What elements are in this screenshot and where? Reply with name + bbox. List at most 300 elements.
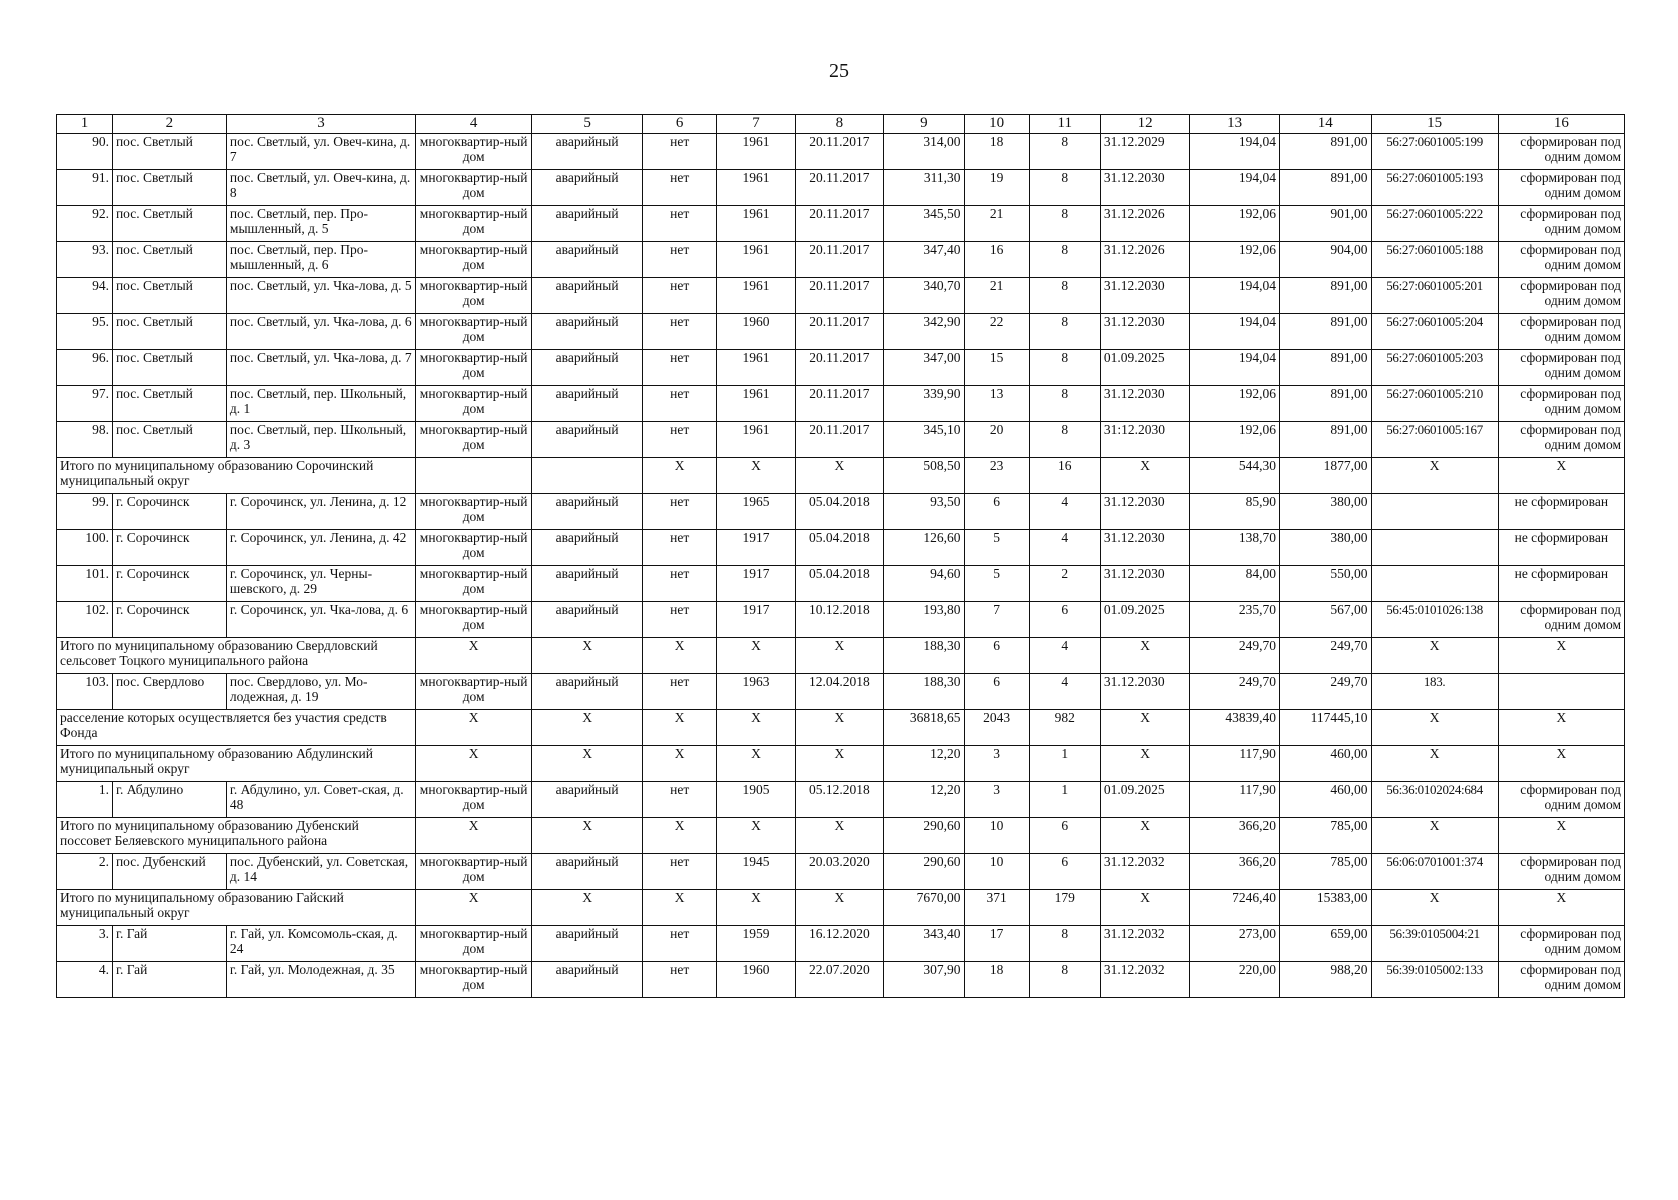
table-row	[57, 530, 1625, 566]
residents-cell: 6	[964, 494, 1029, 530]
apartments-cell: 8	[1029, 134, 1100, 170]
residents-cell: 18	[964, 962, 1029, 998]
land-plot-status-cell	[1498, 674, 1624, 710]
cadastral-number-cell: 56:27:0601005:210	[1371, 386, 1498, 422]
total-label-cell: Итого по муниципальному образованию Абдулинский муниципальный округ	[57, 746, 416, 782]
cost-total-cell: 15383,00	[1279, 890, 1371, 926]
area-cell: 347,00	[884, 350, 964, 386]
year-built-cell: 1960	[717, 962, 795, 998]
relocated-area-cell: 220,00	[1190, 962, 1280, 998]
condition-cell: аварийный	[532, 242, 643, 278]
row-number-cell: 2.	[57, 854, 113, 890]
relocation-date-total-cell: X	[1100, 818, 1190, 854]
residents-cell: 17	[964, 926, 1029, 962]
cost-cell: 891,00	[1279, 170, 1371, 206]
column-number-14: 14	[1279, 115, 1371, 134]
apartments-cell: 8	[1029, 242, 1100, 278]
year-built-total-cell: X	[717, 638, 795, 674]
year-built-cell: 1960	[717, 314, 795, 350]
table-row	[57, 422, 1625, 458]
cadastral-number-cell: 56:27:0601005:193	[1371, 170, 1498, 206]
recognition-date-cell: 05.12.2018	[795, 782, 884, 818]
area-cell: 345,10	[884, 422, 964, 458]
address-cell: г. Абдулино, ул. Совет-ская, д. 48	[226, 782, 415, 818]
condition-total-cell: X	[532, 710, 643, 746]
table-row	[57, 926, 1625, 962]
year-built-cell: 1961	[717, 278, 795, 314]
residents-cell: 16	[964, 242, 1029, 278]
building-type-cell: многоквартир-ный дом	[416, 422, 532, 458]
building-type-total-cell: X	[416, 890, 532, 926]
cadastral-number-cell: 183.	[1371, 674, 1498, 710]
cost-cell: 891,00	[1279, 278, 1371, 314]
recognition-date-cell: 20.11.2017	[795, 278, 884, 314]
land-plot-status-total-cell: X	[1498, 890, 1624, 926]
relocation-date-total-cell: X	[1100, 710, 1190, 746]
condition-total-cell: X	[532, 746, 643, 782]
area-cell: 347,40	[884, 242, 964, 278]
apartments-cell: 8	[1029, 962, 1100, 998]
building-type-total-cell: X	[416, 638, 532, 674]
recognition-date-cell: 05.04.2018	[795, 530, 884, 566]
table-row	[57, 206, 1625, 242]
building-type-cell: многоквартир-ный дом	[416, 386, 532, 422]
cadastral-number-cell: 56:27:0601005:167	[1371, 422, 1498, 458]
relocation-date-cell: 31.12.2030	[1100, 674, 1190, 710]
address-cell: г. Гай, ул. Молодежная, д. 35	[226, 962, 415, 998]
year-built-cell: 1961	[717, 422, 795, 458]
row-number-cell: 95.	[57, 314, 113, 350]
relocation-date-cell: 31.12.2032	[1100, 926, 1190, 962]
cost-cell: 460,00	[1279, 782, 1371, 818]
page-number: 25	[829, 60, 849, 82]
cadastral-number-cell: 56:36:0102024:684	[1371, 782, 1498, 818]
settlement-cell: пос. Дубенский	[112, 854, 226, 890]
total-row	[57, 710, 1625, 746]
building-type-total-cell	[416, 458, 532, 494]
relocation-date-cell: 31.12.2026	[1100, 206, 1190, 242]
recognition-date-cell: 05.04.2018	[795, 494, 884, 530]
address-cell: пос. Светлый, ул. Чка-лова, д. 6	[226, 314, 415, 350]
relocated-area-total-cell: 43839,40	[1190, 710, 1280, 746]
year-built-cell: 1959	[717, 926, 795, 962]
status-cell: нет	[643, 422, 717, 458]
building-type-cell: многоквартир-ный дом	[416, 494, 532, 530]
relocation-date-total-cell: X	[1100, 746, 1190, 782]
residents-total-cell: 6	[964, 638, 1029, 674]
relocation-date-cell: 31.12.2032	[1100, 962, 1190, 998]
area-cell: 12,20	[884, 782, 964, 818]
address-cell: г. Сорочинск, ул. Черны-шевского, д. 29	[226, 566, 415, 602]
apartments-total-cell: 4	[1029, 638, 1100, 674]
address-cell: пос. Светлый, ул. Чка-лова, д. 5	[226, 278, 415, 314]
cost-total-cell: 785,00	[1279, 818, 1371, 854]
status-cell: нет	[643, 674, 717, 710]
land-plot-status-total-cell: X	[1498, 746, 1624, 782]
status-total-cell: X	[643, 710, 717, 746]
cadastral-number-cell: 56:27:0601005:204	[1371, 314, 1498, 350]
relocation-date-cell: 31.12.2030	[1100, 170, 1190, 206]
address-cell: пос. Светлый, ул. Овеч-кина, д. 7	[226, 134, 415, 170]
year-built-cell: 1961	[717, 386, 795, 422]
residents-cell: 22	[964, 314, 1029, 350]
building-type-total-cell: X	[416, 710, 532, 746]
year-built-cell: 1965	[717, 494, 795, 530]
row-number-cell: 93.	[57, 242, 113, 278]
column-number-6: 6	[643, 115, 717, 134]
apartments-cell: 8	[1029, 386, 1100, 422]
land-plot-status-cell: сформирован под одним домом	[1498, 854, 1624, 890]
recognition-date-cell: 20.11.2017	[795, 170, 884, 206]
table-row	[57, 566, 1625, 602]
year-built-cell: 1961	[717, 206, 795, 242]
row-number-cell: 101.	[57, 566, 113, 602]
residents-cell: 6	[964, 674, 1029, 710]
cadastral-number-cell: 56:27:0601005:188	[1371, 242, 1498, 278]
year-built-cell: 1917	[717, 530, 795, 566]
column-number-15: 15	[1371, 115, 1498, 134]
land-plot-status-cell: сформирован под одним домом	[1498, 962, 1624, 998]
relocation-date-total-cell: X	[1100, 890, 1190, 926]
land-plot-status-cell: сформирован под одним домом	[1498, 134, 1624, 170]
relocated-area-cell: 273,00	[1190, 926, 1280, 962]
condition-cell: аварийный	[532, 962, 643, 998]
cadastral-number-cell: 56:39:0105004:21	[1371, 926, 1498, 962]
area-total-cell: 12,20	[884, 746, 964, 782]
status-cell: нет	[643, 782, 717, 818]
apartments-total-cell: 1	[1029, 746, 1100, 782]
settlement-cell: г. Сорочинск	[112, 530, 226, 566]
year-built-total-cell: X	[717, 458, 795, 494]
year-built-cell: 1961	[717, 242, 795, 278]
apartments-cell: 8	[1029, 278, 1100, 314]
column-number-8: 8	[795, 115, 884, 134]
apartments-cell: 6	[1029, 602, 1100, 638]
year-built-total-cell: X	[717, 746, 795, 782]
apartments-cell: 6	[1029, 854, 1100, 890]
column-number-2: 2	[112, 115, 226, 134]
table-row	[57, 854, 1625, 890]
cost-cell: 891,00	[1279, 386, 1371, 422]
recognition-date-cell: 12.04.2018	[795, 674, 884, 710]
cadastral-number-total-cell: X	[1371, 890, 1498, 926]
column-number-1: 1	[57, 115, 113, 134]
land-plot-status-total-cell: X	[1498, 818, 1624, 854]
row-number-cell: 94.	[57, 278, 113, 314]
relocation-date-cell: 31.12.2030	[1100, 386, 1190, 422]
relocated-area-cell: 194,04	[1190, 350, 1280, 386]
apartments-cell: 1	[1029, 782, 1100, 818]
land-plot-status-total-cell: X	[1498, 710, 1624, 746]
recognition-date-cell: 20.11.2017	[795, 350, 884, 386]
column-number-7: 7	[717, 115, 795, 134]
building-type-cell: многоквартир-ный дом	[416, 674, 532, 710]
status-cell: нет	[643, 278, 717, 314]
apartments-cell: 8	[1029, 314, 1100, 350]
total-label-cell: Итого по муниципальному образованию Дубенский поссовет Беляевского муниципального района	[57, 818, 416, 854]
recognition-date-cell: 16.12.2020	[795, 926, 884, 962]
building-type-cell: многоквартир-ный дом	[416, 782, 532, 818]
relocation-date-cell: 31.12.2030	[1100, 494, 1190, 530]
residents-total-cell: 10	[964, 818, 1029, 854]
building-type-cell: многоквартир-ный дом	[416, 278, 532, 314]
recognition-date-cell: 20.11.2017	[795, 314, 884, 350]
table-row	[57, 350, 1625, 386]
cost-total-cell: 117445,10	[1279, 710, 1371, 746]
relocated-area-cell: 194,04	[1190, 134, 1280, 170]
address-cell: г. Сорочинск, ул. Чка-лова, д. 6	[226, 602, 415, 638]
recognition-date-cell: 20.11.2017	[795, 386, 884, 422]
area-cell: 188,30	[884, 674, 964, 710]
land-plot-status-cell: не сформирован	[1498, 494, 1624, 530]
column-number-16: 16	[1498, 115, 1624, 134]
address-cell: пос. Светлый, пер. Школьный, д. 3	[226, 422, 415, 458]
recognition-date-cell: 20.11.2017	[795, 134, 884, 170]
settlement-cell: г. Сорочинск	[112, 602, 226, 638]
relocated-area-cell: 192,06	[1190, 422, 1280, 458]
condition-cell: аварийный	[532, 602, 643, 638]
cost-cell: 904,00	[1279, 242, 1371, 278]
land-plot-status-cell: не сформирован	[1498, 566, 1624, 602]
recognition-date-cell: 05.04.2018	[795, 566, 884, 602]
building-type-total-cell: X	[416, 746, 532, 782]
address-cell: пос. Свердлово, ул. Мо-лодежная, д. 19	[226, 674, 415, 710]
status-total-cell: X	[643, 746, 717, 782]
settlement-cell: г. Гай	[112, 926, 226, 962]
row-number-cell: 99.	[57, 494, 113, 530]
residents-cell: 21	[964, 278, 1029, 314]
table-body	[57, 115, 1625, 998]
building-type-cell: многоквартир-ный дом	[416, 242, 532, 278]
condition-cell: аварийный	[532, 494, 643, 530]
relocation-date-total-cell: X	[1100, 458, 1190, 494]
total-row	[57, 818, 1625, 854]
status-cell: нет	[643, 494, 717, 530]
residents-total-cell: 23	[964, 458, 1029, 494]
relocation-date-cell: 31.12.2026	[1100, 242, 1190, 278]
apartments-cell: 4	[1029, 530, 1100, 566]
relocation-date-cell: 31.12.2030	[1100, 566, 1190, 602]
cadastral-number-total-cell: X	[1371, 710, 1498, 746]
land-plot-status-total-cell: X	[1498, 458, 1624, 494]
relocated-area-total-cell: 249,70	[1190, 638, 1280, 674]
apartments-total-cell: 16	[1029, 458, 1100, 494]
residents-cell: 5	[964, 530, 1029, 566]
building-type-cell: многоквартир-ный дом	[416, 602, 532, 638]
cost-cell: 891,00	[1279, 350, 1371, 386]
condition-total-cell	[532, 458, 643, 494]
recognition-date-cell: 22.07.2020	[795, 962, 884, 998]
cost-cell: 550,00	[1279, 566, 1371, 602]
area-cell: 314,00	[884, 134, 964, 170]
building-type-cell: многоквартир-ный дом	[416, 926, 532, 962]
status-total-cell: X	[643, 458, 717, 494]
cost-total-cell: 460,00	[1279, 746, 1371, 782]
land-plot-status-cell: сформирован под одним домом	[1498, 422, 1624, 458]
table-row	[57, 602, 1625, 638]
column-number-12: 12	[1100, 115, 1190, 134]
relocated-area-total-cell: 366,20	[1190, 818, 1280, 854]
status-cell: нет	[643, 854, 717, 890]
relocated-area-cell: 117,90	[1190, 782, 1280, 818]
recognition-date-total-cell: X	[795, 818, 884, 854]
residents-cell: 3	[964, 782, 1029, 818]
table-row	[57, 314, 1625, 350]
table-row	[57, 962, 1625, 998]
apartments-cell: 8	[1029, 170, 1100, 206]
settlement-cell: пос. Свердлово	[112, 674, 226, 710]
address-cell: г. Сорочинск, ул. Ленина, д. 42	[226, 530, 415, 566]
status-cell: нет	[643, 386, 717, 422]
settlement-cell: пос. Светлый	[112, 314, 226, 350]
address-cell: пос. Светлый, пер. Про-мышленный, д. 6	[226, 242, 415, 278]
address-cell: пос. Светлый, ул. Чка-лова, д. 7	[226, 350, 415, 386]
status-cell: нет	[643, 530, 717, 566]
recognition-date-total-cell: X	[795, 458, 884, 494]
condition-cell: аварийный	[532, 170, 643, 206]
column-number-3: 3	[226, 115, 415, 134]
cost-cell: 567,00	[1279, 602, 1371, 638]
building-type-cell: многоквартир-ный дом	[416, 530, 532, 566]
relocation-date-cell: 31.12.2030	[1100, 530, 1190, 566]
relocated-area-cell: 192,06	[1190, 386, 1280, 422]
total-row	[57, 638, 1625, 674]
cadastral-number-total-cell: X	[1371, 818, 1498, 854]
apartments-cell: 8	[1029, 422, 1100, 458]
area-cell: 290,60	[884, 854, 964, 890]
table-row	[57, 782, 1625, 818]
year-built-total-cell: X	[717, 818, 795, 854]
relocated-area-cell: 194,04	[1190, 170, 1280, 206]
building-type-cell: многоквартир-ный дом	[416, 350, 532, 386]
column-number-4: 4	[416, 115, 532, 134]
area-total-cell: 508,50	[884, 458, 964, 494]
apartments-total-cell: 6	[1029, 818, 1100, 854]
relocated-area-total-cell: 7246,40	[1190, 890, 1280, 926]
cost-cell: 891,00	[1279, 422, 1371, 458]
apartments-cell: 8	[1029, 206, 1100, 242]
settlement-cell: пос. Светлый	[112, 134, 226, 170]
apartments-cell: 2	[1029, 566, 1100, 602]
settlement-cell: г. Гай	[112, 962, 226, 998]
condition-total-cell: X	[532, 638, 643, 674]
row-number-cell: 100.	[57, 530, 113, 566]
table-row	[57, 170, 1625, 206]
residents-cell: 18	[964, 134, 1029, 170]
condition-cell: аварийный	[532, 278, 643, 314]
relocation-date-cell: 31.12.2032	[1100, 854, 1190, 890]
building-type-cell: многоквартир-ный дом	[416, 962, 532, 998]
settlement-cell: пос. Светлый	[112, 422, 226, 458]
residents-cell: 5	[964, 566, 1029, 602]
settlement-cell: пос. Светлый	[112, 242, 226, 278]
condition-cell: аварийный	[532, 386, 643, 422]
total-row	[57, 746, 1625, 782]
column-number-11: 11	[1029, 115, 1100, 134]
relocation-date-cell: 31.12.2030	[1100, 314, 1190, 350]
row-number-cell: 91.	[57, 170, 113, 206]
year-built-cell: 1905	[717, 782, 795, 818]
recognition-date-total-cell: X	[795, 638, 884, 674]
residents-cell: 7	[964, 602, 1029, 638]
cadastral-number-cell	[1371, 530, 1498, 566]
condition-cell: аварийный	[532, 422, 643, 458]
recognition-date-total-cell: X	[795, 746, 884, 782]
land-plot-status-cell: сформирован под одним домом	[1498, 314, 1624, 350]
relocated-area-cell: 192,06	[1190, 206, 1280, 242]
building-type-cell: многоквартир-ный дом	[416, 314, 532, 350]
status-cell: нет	[643, 350, 717, 386]
row-number-cell: 102.	[57, 602, 113, 638]
relocated-area-cell: 249,70	[1190, 674, 1280, 710]
building-type-cell: многоквартир-ный дом	[416, 134, 532, 170]
land-plot-status-cell: сформирован под одним домом	[1498, 386, 1624, 422]
year-built-cell: 1917	[717, 602, 795, 638]
cadastral-number-cell: 56:27:0601005:199	[1371, 134, 1498, 170]
address-cell: пос. Светлый, ул. Овеч-кина, д. 8	[226, 170, 415, 206]
apartments-cell: 4	[1029, 494, 1100, 530]
status-cell: нет	[643, 962, 717, 998]
area-cell: 339,90	[884, 386, 964, 422]
cost-cell: 785,00	[1279, 854, 1371, 890]
column-number-13: 13	[1190, 115, 1280, 134]
area-cell: 311,30	[884, 170, 964, 206]
relocated-area-cell: 194,04	[1190, 314, 1280, 350]
cost-cell: 988,20	[1279, 962, 1371, 998]
year-built-cell: 1961	[717, 350, 795, 386]
area-cell: 193,80	[884, 602, 964, 638]
condition-cell: аварийный	[532, 854, 643, 890]
building-type-cell: многоквартир-ный дом	[416, 170, 532, 206]
condition-cell: аварийный	[532, 674, 643, 710]
row-number-cell: 4.	[57, 962, 113, 998]
table-row	[57, 134, 1625, 170]
apartments-cell: 8	[1029, 926, 1100, 962]
relocated-area-cell: 85,90	[1190, 494, 1280, 530]
row-number-cell: 103.	[57, 674, 113, 710]
relocation-date-cell: 31.12.2029	[1100, 134, 1190, 170]
recognition-date-total-cell: X	[795, 710, 884, 746]
row-number-cell: 98.	[57, 422, 113, 458]
cost-total-cell: 249,70	[1279, 638, 1371, 674]
row-number-cell: 97.	[57, 386, 113, 422]
settlement-cell: пос. Светлый	[112, 350, 226, 386]
residents-cell: 19	[964, 170, 1029, 206]
apartments-cell: 8	[1029, 350, 1100, 386]
address-cell: пос. Светлый, пер. Про-мышленный, д. 5	[226, 206, 415, 242]
total-row	[57, 890, 1625, 926]
address-cell: пос. Дубенский, ул. Советская, д. 14	[226, 854, 415, 890]
building-type-total-cell: X	[416, 818, 532, 854]
condition-cell: аварийный	[532, 782, 643, 818]
status-cell: нет	[643, 314, 717, 350]
cost-total-cell: 1877,00	[1279, 458, 1371, 494]
status-cell: нет	[643, 926, 717, 962]
relocation-date-cell: 31.12.2030	[1100, 278, 1190, 314]
housing-register-table	[56, 114, 1625, 998]
area-cell: 340,70	[884, 278, 964, 314]
address-cell: г. Сорочинск, ул. Ленина, д. 12	[226, 494, 415, 530]
area-total-cell: 290,60	[884, 818, 964, 854]
cadastral-number-cell	[1371, 566, 1498, 602]
cost-cell: 380,00	[1279, 530, 1371, 566]
settlement-cell: г. Абдулино	[112, 782, 226, 818]
row-number-cell: 1.	[57, 782, 113, 818]
apartments-total-cell: 179	[1029, 890, 1100, 926]
row-number-cell: 92.	[57, 206, 113, 242]
cadastral-number-total-cell: X	[1371, 638, 1498, 674]
cadastral-number-cell: 56:06:0701001:374	[1371, 854, 1498, 890]
